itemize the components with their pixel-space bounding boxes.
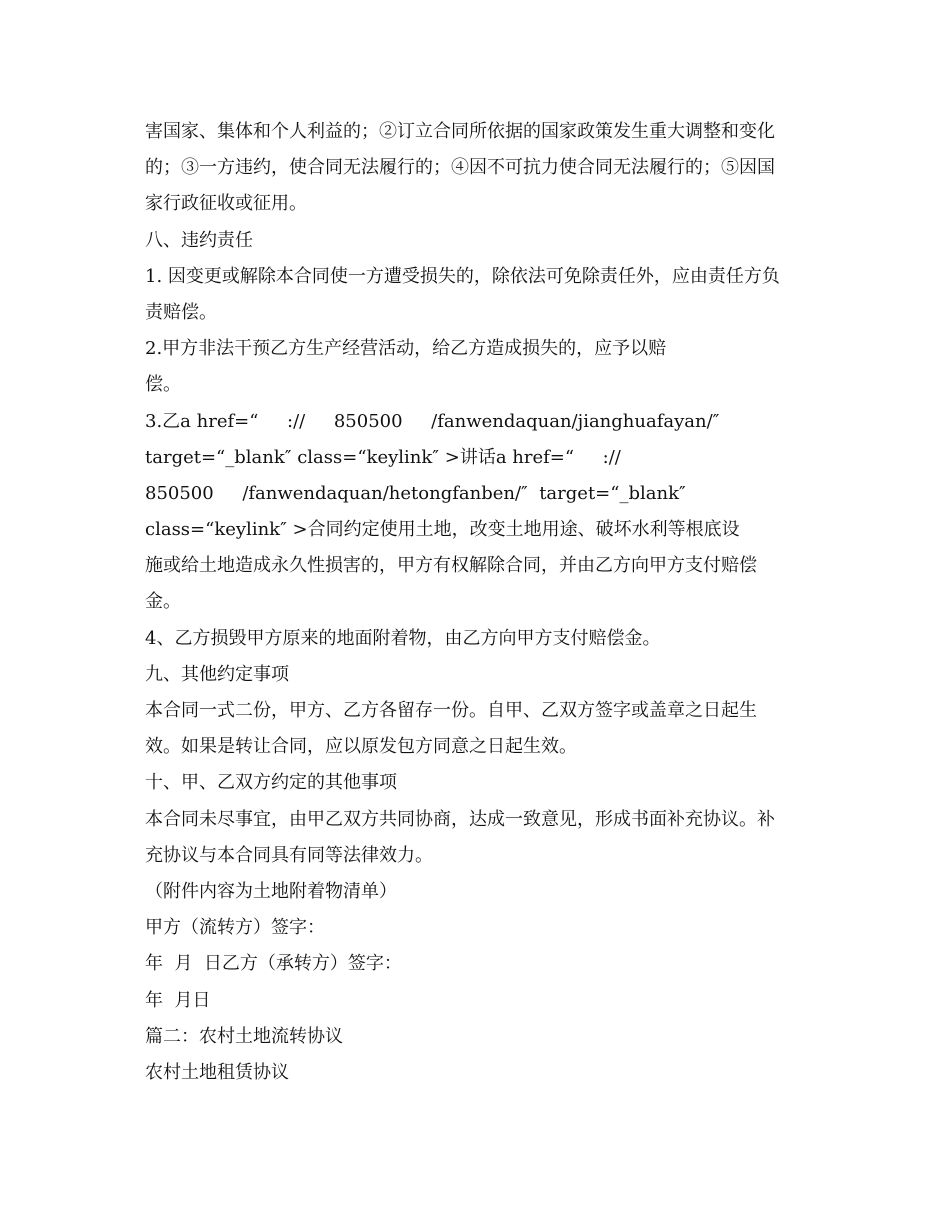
text-line: 1. 因变更或解除本合同使一方遭受损失的，除依法可免除责任外，应由责任方负 [145, 265, 780, 287]
text-line: target=“_blank″ class=“keylink″ >讲话a href=“ :// [145, 446, 621, 468]
text-line: 本合同一式二份，甲方、乙方各留存一份。自甲、乙双方签字或盖章之日起生 [145, 700, 757, 721]
text-line: 效。如果是转让合同，应以原发包方同意之日起生效。 [145, 736, 577, 758]
text-line: 害国家、集体和个人利益的；②订立合同所依据的国家政策发生重大调整和变化 [145, 121, 775, 142]
text-line: 850500 /fanwendaquan/hetongfanben/″ target=“_blank″ [145, 482, 686, 504]
text-line: class=“keylink″ >合同约定使用土地，改变土地用途、破坏水利等根底设 [145, 519, 740, 541]
date-line: 年 月日 [145, 989, 211, 1011]
document-body [145, 114, 825, 1091]
text-line: 3.乙a href=“ :// 850500 /fanwendaquan/jianghuafayan/″ [145, 410, 720, 432]
text-line: 4、乙方损毁甲方原来的地面附着物，由乙方向甲方支付赔偿金。 [145, 627, 661, 649]
signature-line-party-a: 甲方（流转方）签字： [145, 917, 325, 939]
agreement-title: 农村土地租赁协议 [145, 1061, 289, 1083]
text-line: 施或给土地造成永久性损害的，甲方有权解除合同，并由乙方向甲方支付赔偿 [145, 555, 757, 577]
signature-line-party-b: 年 月 日乙方（承转方）签字： [145, 953, 402, 975]
text-line: 责赔偿。 [145, 301, 217, 323]
text-line: 金。 [145, 591, 181, 613]
text-line: 偿。 [145, 374, 181, 396]
section-heading: 八、违约责任 [145, 229, 253, 251]
text-line: 本合同未尽事宜，由甲乙双方共同协商，达成一致意见，形成书面补充协议。补 [145, 808, 775, 830]
section-heading: 十、甲、乙双方约定的其他事项 [145, 772, 397, 794]
chapter-title: 篇二：农村土地流转协议 [145, 1025, 343, 1047]
text-line: 的；③一方违约，使合同无法履行的；④因不可抗力使合同无法履行的；⑤因国 [145, 157, 775, 179]
text-line: 充协议与本合同具有同等法律效力。 [145, 844, 433, 866]
text-line: 2.甲方非法干预乙方生产经营活动，给乙方造成损失的，应予以赔 [145, 338, 667, 360]
section-heading: 九、其他约定事项 [145, 663, 289, 685]
text-line: 家行政征收或征用。 [145, 193, 307, 215]
attachment-note: （附件内容为土地附着物清单） [145, 880, 397, 902]
